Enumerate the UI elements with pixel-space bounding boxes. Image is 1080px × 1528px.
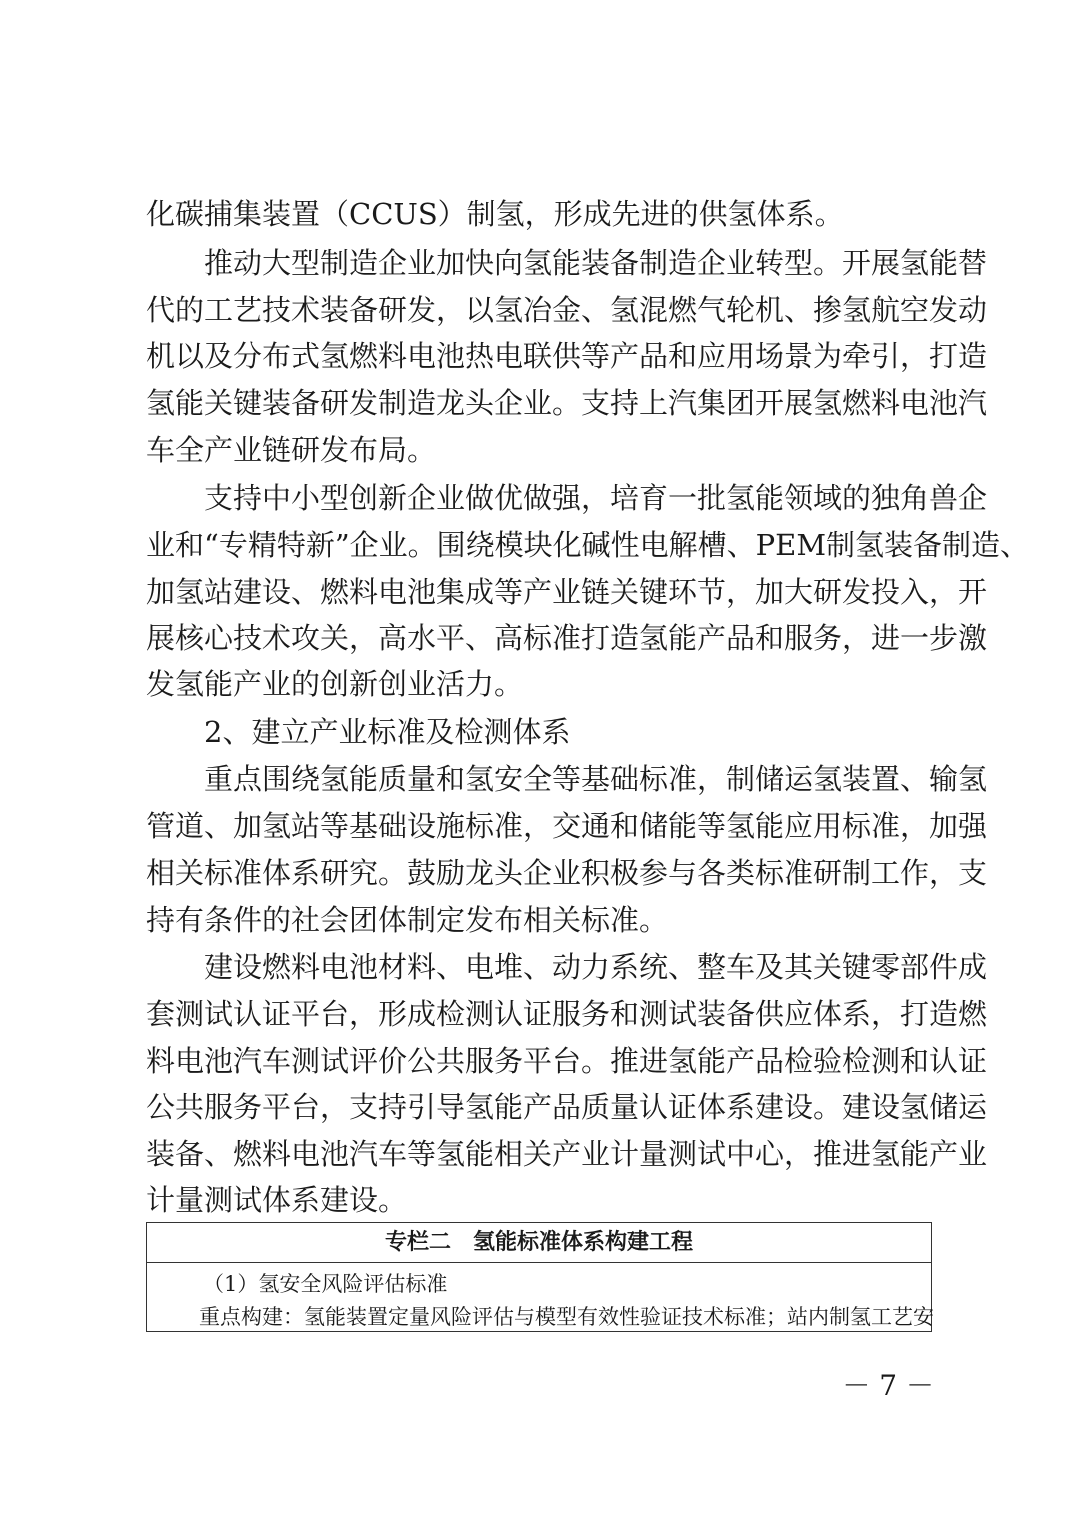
paragraph-line: 相关标准体系研究。鼓励龙头企业积极参与各类标准研制工作，支 [146,856,988,890]
paragraph-line: 加氢站建设、燃料电池集成等产业链关键环节，加大研发投入，开 [146,575,988,609]
column-box [146,1222,932,1332]
paragraph-line: 机以及分布式氢燃料电池热电联供等产品和应用场景为牵引，打造 [146,339,988,373]
paragraph-line: 业和“专精特新”企业。围绕模块化碱性电解槽、PEM制氢装备制造、 [146,528,1030,562]
column-box-title: 专栏二 氢能标准体系构建工程 [147,1223,931,1263]
paragraph-line: 化碳捕集装置（CCUS）制氢，形成先进的供氢体系。 [146,197,844,231]
paragraph-line: 公共服务平台，支持引导氢能产品质量认证体系建设。建设氢储运 [146,1090,988,1124]
paragraph-line: 计量测试体系建设。 [146,1183,408,1217]
paragraph-line: 装备、燃料电池汽车等氢能相关产业计量测试中心，推进氢能产业 [146,1137,988,1171]
paragraph-line: 料电池汽车测试评价公共服务平台。推进氢能产品检验检测和认证 [146,1044,988,1078]
paragraph-line: 建设燃料电池材料、电堆、动力系统、整车及其关键零部件成 [204,950,988,984]
section-heading: 2、建立产业标准及检测体系 [204,715,571,749]
paragraph-line: 支持中小型创新企业做优做强，培育一批氢能领域的独角兽企 [204,481,988,515]
page-number: － 7 － [842,1369,934,1402]
paragraph-line: 套测试认证平台，形成检测认证服务和测试装备供应体系，打造燃 [146,997,988,1031]
paragraph-line: 展核心技术攻关，高水平、高标准打造氢能产品和服务，进一步激 [146,621,988,655]
paragraph-line: 车全产业链研发布局。 [146,433,437,467]
paragraph-line: 持有条件的社会团体制定发布相关标准。 [146,903,669,937]
paragraph-line: 代的工艺技术装备研发，以氢冶金、氢混燃气轮机、掺氢航空发动 [146,293,988,327]
paragraph-line: 推动大型制造企业加快向氢能装备制造企业转型。开展氢能替 [204,246,988,280]
column-box-item: （1）氢安全风险评估标准 [203,1272,448,1296]
paragraph-line: 发氢能产业的创新创业活力。 [146,667,524,701]
paragraph-line: 管道、加氢站等基础设施标准，交通和储能等氢能应用标准，加强 [146,809,988,843]
paragraph-line: 氢能关键装备研发制造龙头企业。支持上汽集团开展氢燃料电池汽 [146,386,988,420]
column-box-body: 重点构建：氢能装置定量风险评估与模型有效性验证技术标准；站内制氢工艺安 [199,1305,934,1329]
paragraph-line: 重点围绕氢能质量和氢安全等基础标准，制储运氢装置、输氢 [204,762,988,796]
